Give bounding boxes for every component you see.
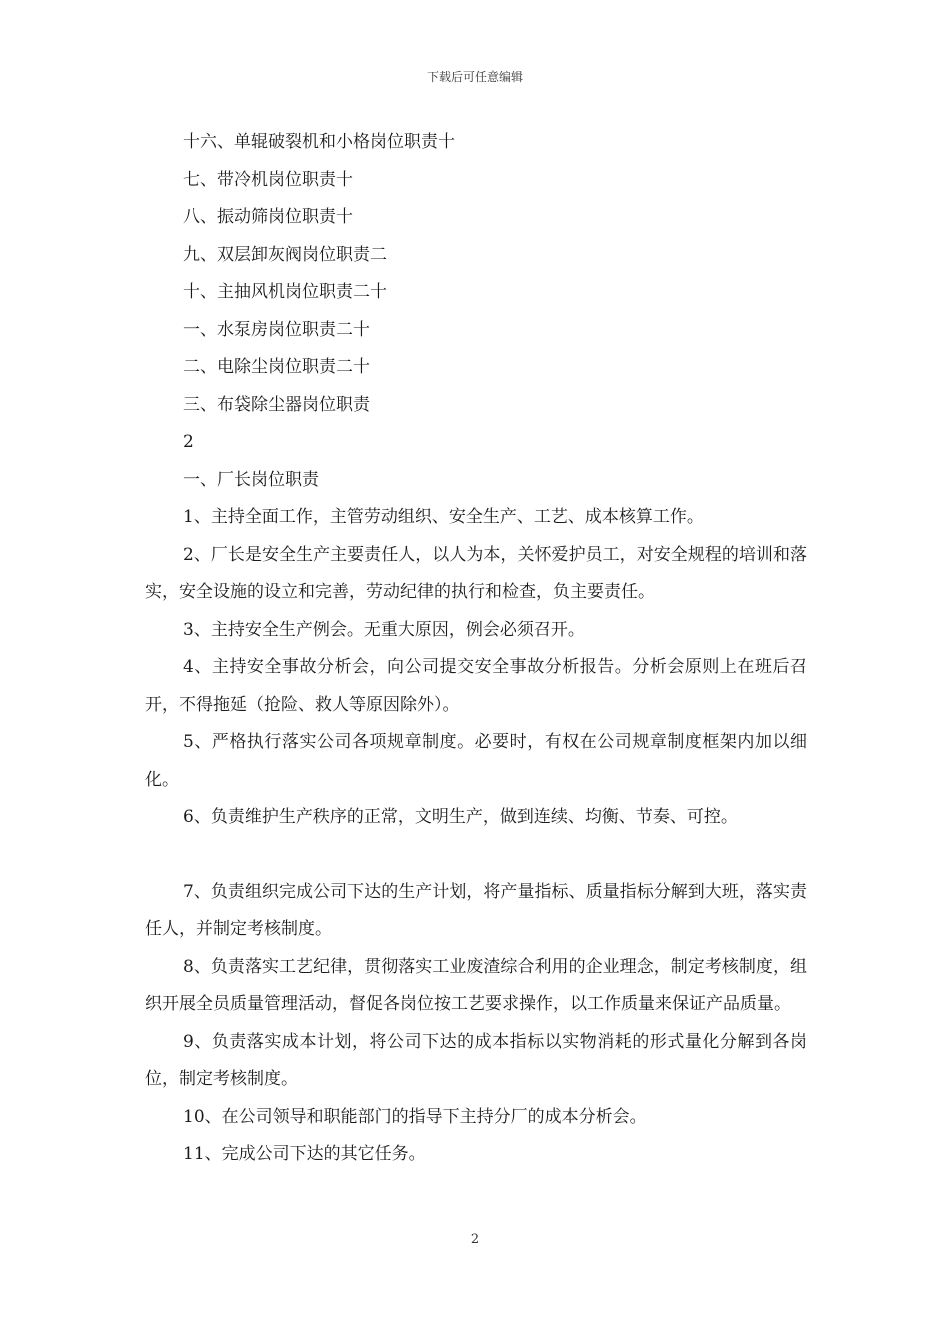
duty-item: 8、负责落实工艺纪律，贯彻落实工业废渣综合利用的企业理念，制定考核制度，组织开展全员质量管理活动，督促各岗位按工艺要求操作，以工作质量来保证产品质量。: [145, 956, 807, 1014]
toc-line: 七、带冷机岗位职责十: [183, 169, 353, 190]
toc-line: 三、布袋除尘器岗位职责: [183, 394, 370, 415]
paragraph-gap: [145, 837, 807, 874]
toc-line: 十、主抽风机岗位职责二十: [183, 282, 387, 302]
toc-line: 八、振动筛岗位职责十: [183, 207, 353, 227]
document-body: [145, 124, 807, 1174]
duty-item: 1、主持全面工作，主管劳动组织、安全生产、工艺、成本核算工作。: [183, 507, 704, 527]
duty-item: 3、主持安全生产例会。无重大原因，例会必须召开。: [183, 619, 585, 640]
duty-item: 9、负责落实成本计划，将公司下达的成本指标以实物消耗的形式量化分解到各岗位，制定考核制度。: [145, 1031, 807, 1089]
duty-item: 11、完成公司下达的其它任务。: [183, 1144, 426, 1164]
section-title: 一、厂长岗位职责: [183, 469, 319, 490]
duty-item: 7、负责组织完成公司下达的生产计划，将产量指标、质量指标分解到大班，落实责任人，并制定考核制度。: [145, 881, 807, 939]
page-number: 2: [470, 1232, 480, 1247]
duty-item: 6、负责维护生产秩序的正常，文明生产，做到连续、均衡、节奏、可控。: [183, 807, 738, 827]
page-header: 下载后可任意编辑: [426, 70, 523, 84]
toc-line: 一、水泵房岗位职责二十: [183, 319, 370, 340]
toc-line: 十六、单辊破裂机和小格岗位职责十: [183, 132, 455, 152]
duty-item: 2、厂长是安全生产主要责任人，以人为本，关怀爱护员工，对安全规程的培训和落实，安全设施的设立和完善，劳动纪律的执行和检查，负主要责任。: [145, 544, 807, 602]
duty-item: 4、主持安全事故分析会，向公司提交安全事故分析报告。分析会原则上在班后召开，不得拖延（抢险、救人等原因除外）。: [145, 657, 807, 715]
duty-item: 10、在公司领导和职能部门的指导下主持分厂的成本分析会。: [183, 1106, 647, 1127]
toc-line: 二、电除尘岗位职责二十: [183, 357, 370, 377]
duty-item: 5、严格执行落实公司各项规章制度。必要时，有权在公司规章制度框架内加以细化。: [145, 732, 807, 790]
toc-line: 九、双层卸灰阀岗位职责二: [183, 244, 387, 265]
toc-page-number: 2: [183, 432, 194, 452]
